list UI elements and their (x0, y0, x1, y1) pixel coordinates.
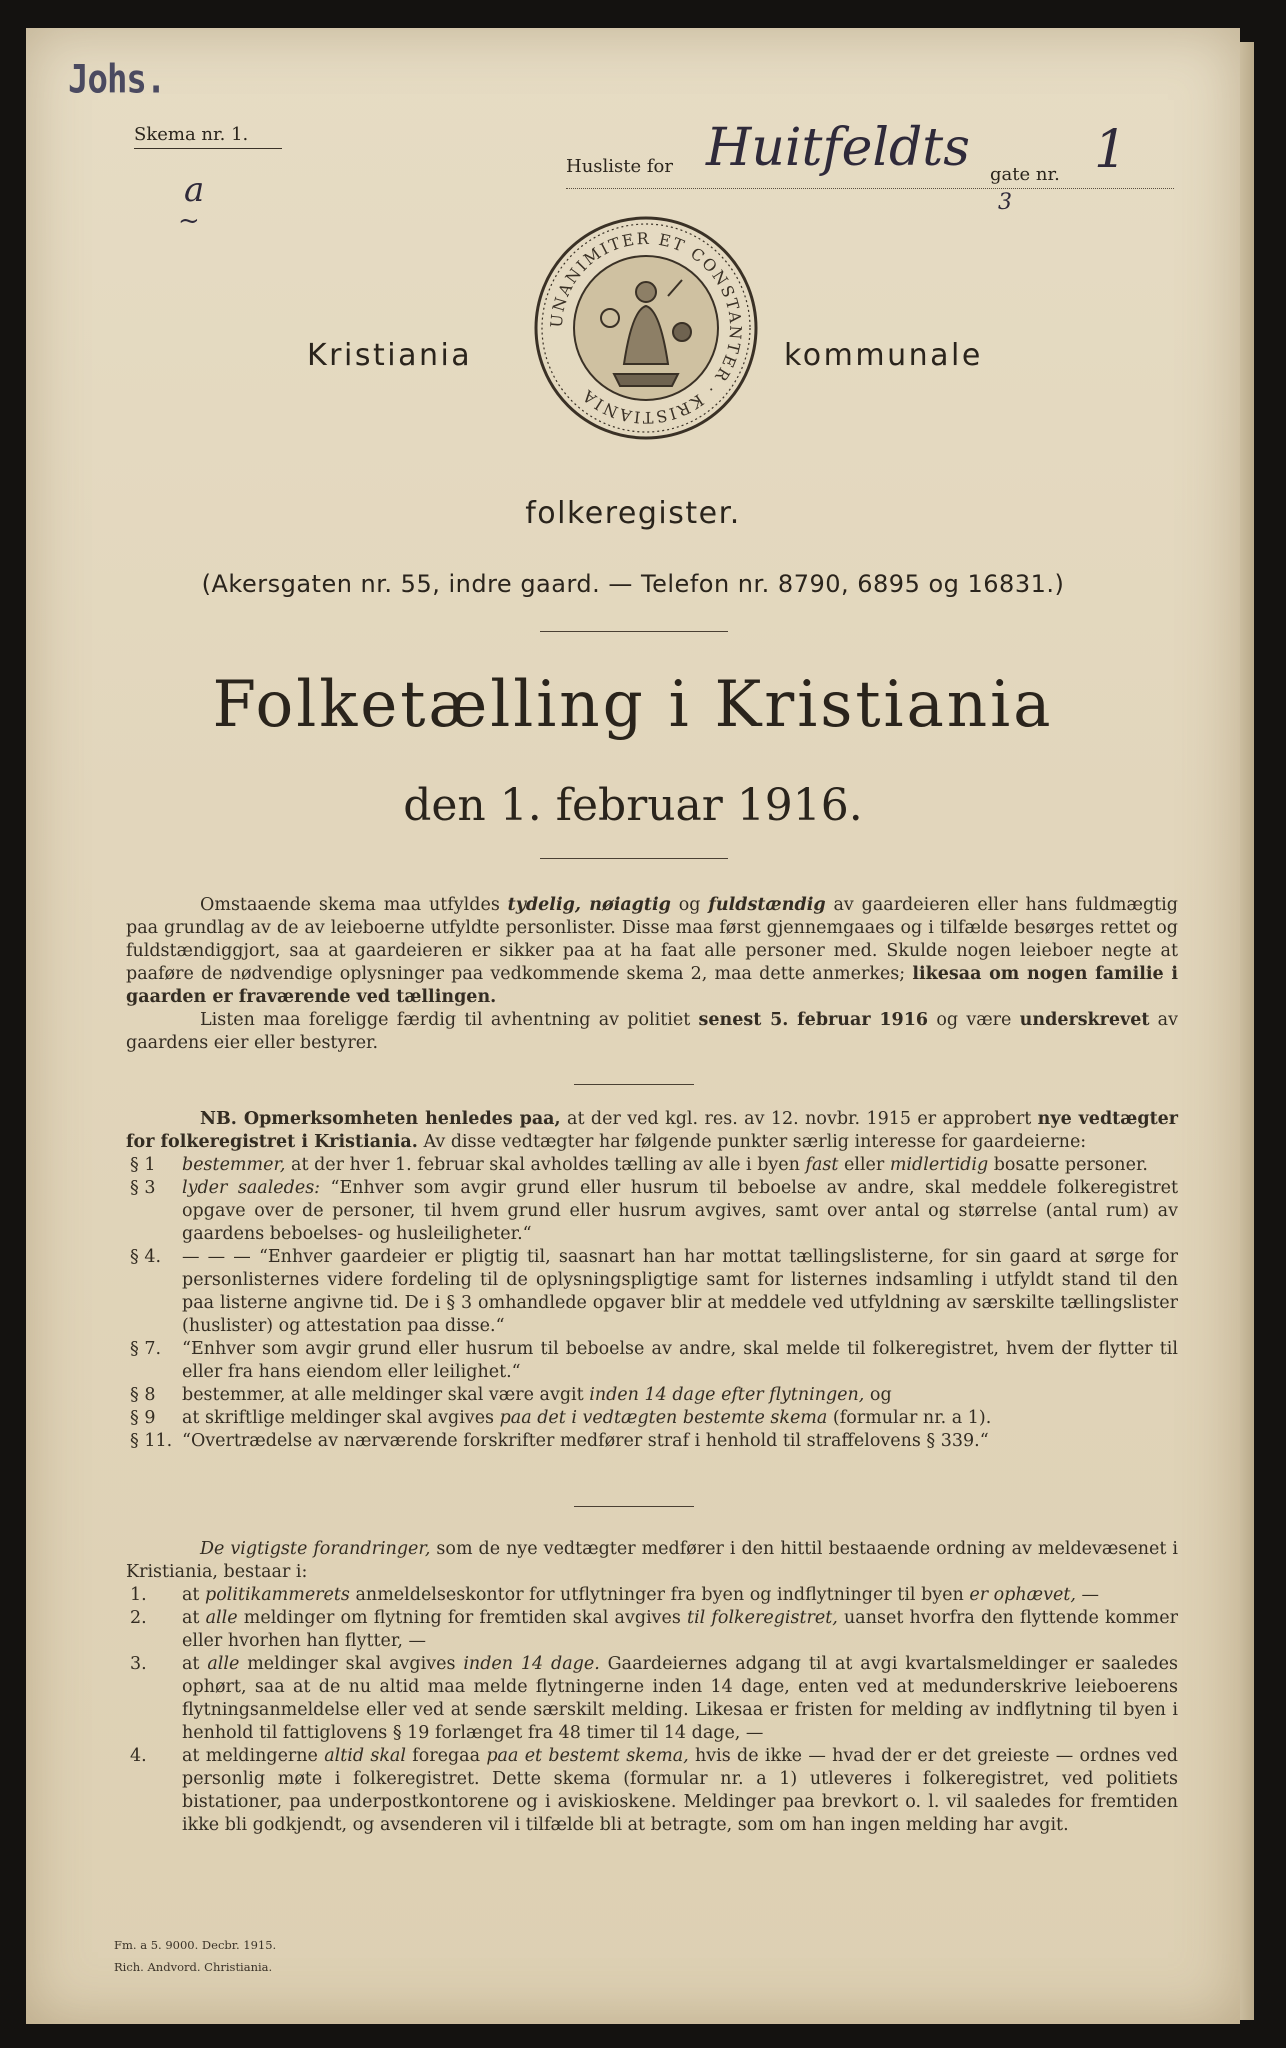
husliste-label: Husliste for (566, 156, 673, 177)
text-run: uanset hvorfra den flyttende kommer eller hvorhen han flytter, — (182, 1608, 1179, 1651)
husliste-field (566, 118, 1174, 215)
emphasis: politikammerets (205, 1585, 350, 1605)
text-run: meldinger skal avgives (239, 1654, 464, 1674)
gate-number: 1 (1094, 120, 1128, 180)
text-run: og være (928, 1010, 1020, 1030)
emphasis: tydelig, nøiagtig (507, 895, 671, 915)
emphasis: lyder saaledes: (182, 1178, 321, 1198)
item-symbol: § 4. (130, 1247, 162, 1267)
text-run: “Enhver gaardeier er pligtig til, saasnart han har mottat tællingslisterne, for sin gaard at sørge for personlisternes videre fordeling til de oplysningspligtige samt for listernes indsamling i utfyldt stand til den paa listerne angivne tid. De i § 3 omhandlede opgaver blir at meddele ved utfyldning av særskilte tællingslister (huslister) og attestation paa disse.“ (182, 1247, 1178, 1336)
nb-section (126, 1108, 1178, 1453)
document-subtitle: den 1. februar 1916. (403, 780, 863, 831)
imprint-line: Rich. Andvord. Christiania. (114, 1960, 273, 1974)
text-run: og (670, 895, 709, 915)
text-run: “Overtrædelse av nærværende forskrifter medfører straf i henhold til straffelovens § 339.“ (182, 1431, 989, 1451)
emphasis: senest 5. februar 1916 (698, 1010, 929, 1030)
emphasis: midlertidig (889, 1155, 989, 1175)
emphasis: inden 14 dage efter flytningen, (589, 1385, 865, 1405)
text-run: — (1075, 1585, 1100, 1605)
nb-item (126, 1407, 1178, 1430)
text-run: anmeldelseskontor for utflytninger fra byen og indflytninger til byen (349, 1585, 970, 1605)
nb-item (126, 1430, 1178, 1453)
emphasis: alle (207, 1654, 240, 1674)
emphasis: alle (205, 1608, 238, 1628)
emphasis: paa et bestemt skema, (486, 1746, 689, 1766)
item-symbol: § 1 (130, 1155, 156, 1175)
intro-p2 (126, 1009, 1178, 1055)
text-run: Omstaaende skema maa utfyldes (200, 895, 508, 915)
page-edge (1240, 42, 1254, 2020)
changes-item (126, 1745, 1178, 1837)
emphasis: til folkeregistret, (687, 1608, 838, 1628)
text-run: og (864, 1385, 892, 1405)
text-run: “Enhver som avgir grund eller husrum til beboelse av andre, skal meddele folkeregistret opgave over de personer, til hvem grund eller husrum avgives, samt over antal og størrelse (antal rum) av gaardens beboelses- og husleiligheter.“ (182, 1178, 1178, 1244)
item-symbol: § 9 (130, 1408, 156, 1428)
emphasis: fuldstændig (708, 895, 826, 915)
text-run: at (182, 1654, 208, 1674)
emphasis: NB. Opmerksomheten henledes paa, (200, 1109, 561, 1129)
item-symbol: § 8 (130, 1385, 156, 1405)
masthead-left: Kristiania (307, 338, 473, 373)
text-run: bestemmer, at alle meldinger skal være avgit (182, 1385, 590, 1405)
text-run: av gaardens eier eller bestyrer. (126, 1010, 1179, 1053)
text-run: — — — (182, 1247, 251, 1267)
emphasis: paa det i vedtægten bestemte skema (499, 1408, 828, 1428)
divider (540, 631, 728, 632)
imprint-line: Fm. a 5. 9000. Decbr. 1915. (114, 1938, 277, 1952)
changes-item (126, 1653, 1178, 1745)
intro-paragraph (126, 894, 1178, 1055)
document-title: Folketælling i Kristiania (212, 668, 1054, 742)
divider (574, 1506, 694, 1507)
changes-item (126, 1607, 1178, 1653)
item-symbol: 2. (130, 1608, 147, 1628)
nb-lead (126, 1108, 1178, 1154)
divider (574, 1084, 694, 1085)
emphasis: nye vedtægter for folkeregistret i Kristiania. (126, 1109, 1179, 1152)
text-run: av gaardeieren eller hans fuldmægtig paa grundlag av de av leieboerne utfyldte personlister. Disse maa først gjennemgaaes og i tilfælde besørges rettet og fuldstændiggjort, saa at gaardeieren er sikker paa at ha faat alle personer med. Skulde nogen leieboer negte at paaføre de nødvendige oplysninger paa vedkommende skema 2, maa dette anmerkes; (126, 895, 1178, 984)
skema-label: Skema nr. 1. (134, 124, 282, 149)
text-run: foregaa (405, 1746, 487, 1766)
changes-section (126, 1538, 1178, 1837)
changes-item (126, 1584, 1178, 1607)
nb-item (126, 1246, 1178, 1338)
text-run: at skriftlige meldinger skal avgives (182, 1408, 500, 1428)
text-run: “Enhver som avgir grund eller husrum til beboelse av andre, skal melde til folkeregistret, hvem der flytter til eller fra hans eiendom eller leilighet.“ (182, 1339, 1178, 1382)
text-run: bosatte personer. (988, 1155, 1148, 1175)
item-symbol: 1. (130, 1585, 147, 1605)
emphasis: De vigtigste forandringer, (200, 1539, 431, 1559)
item-symbol: 4. (130, 1746, 147, 1766)
printer-imprint (114, 1934, 276, 1978)
husliste-line (566, 188, 1174, 189)
text-run: at der ved kgl. res. av 12. novbr. 1915 er approbert (560, 1109, 1038, 1129)
nb-item (126, 1154, 1178, 1177)
nb-item (126, 1384, 1178, 1407)
text-run: hvis de ikke — hvad der er det greieste — ordnes ved personlig møte i folkeregistret. Dette skema (formular nr. a 1) utleveres i folkeregistret, ved politiets bistationer, paa underpostkontorene og i aviskioskene. Meldinger paa brevkort o. l. vil saaledes for fremtiden ikke bli godkjendt, og avsenderen vil i tilfælde bli at betragte, som om han ingen melding har avgit. (182, 1746, 1178, 1835)
item-symbol: 3. (130, 1654, 147, 1674)
document-page (26, 28, 1240, 2024)
item-symbol: § 11. (130, 1431, 173, 1451)
item-symbol: § 7. (130, 1339, 162, 1359)
gate-sub-number: 3 (998, 190, 1012, 215)
text-run: at (182, 1585, 206, 1605)
masthead-right: kommunale (784, 338, 983, 373)
nb-item (126, 1338, 1178, 1384)
registry-heading: folkeregister. (525, 496, 741, 531)
nb-item (126, 1177, 1178, 1246)
text-run: at meldingerne (182, 1746, 325, 1766)
skema-value: a (184, 170, 205, 210)
street-name: Huitfeldts (706, 118, 970, 178)
text-run: at (182, 1608, 206, 1628)
seal-text: UNANIMITER ET CONSTANTER · KRISTIANIA (546, 228, 746, 428)
skema-mark: ~ (178, 206, 200, 236)
text-run: (formular nr. a 1). (827, 1408, 992, 1428)
text-run: meldinger om flytning for fremtiden skal avgives (237, 1608, 688, 1628)
emphasis: bestemmer, (182, 1155, 286, 1175)
gate-label: gate nr. (990, 164, 1060, 185)
emphasis: er ophævet, (969, 1585, 1076, 1605)
item-symbol: § 3 (130, 1178, 156, 1198)
text-run: eller (838, 1155, 890, 1175)
city-seal-icon (532, 214, 760, 442)
changes-lead (126, 1538, 1178, 1584)
registry-address: (Akersgaten nr. 55, indre gaard. — Telefon nr. 8790, 6895 og 16831.) (201, 570, 1065, 598)
text-run: Gaardeiernes adgang til at avgi kvartalsmeldinger er saaledes ophørt, saa at de nu altid maa melde flytningerne inden 14 dage, enten ved at medunderskrive leieboerens flytningsanmeldelse eller ved at sende særskilt melding. Likesaa er fristen for melding av indflytning til byen i henhold til fattiglovens § 19 forlænget fra 48 timer til 14 dage, — (182, 1654, 1178, 1743)
emphasis: likesaa om nogen familie i gaarden er fraværende ved tællingen. (126, 964, 1178, 1007)
intro-p1 (126, 894, 1178, 1009)
emphasis: fast (805, 1155, 839, 1175)
name-stamp: Johs. (68, 57, 166, 103)
text-run: Av disse vedtægter har følgende punkter særlig interesse for gaardeierne: (417, 1132, 1087, 1152)
text-run: Listen maa foreligge færdig til avhentning av politiet (200, 1010, 699, 1030)
emphasis: inden 14 dage. (463, 1654, 600, 1674)
emphasis: altid skal (324, 1746, 406, 1766)
text-run: at der hver 1. februar skal avholdes tælling av alle i byen (285, 1155, 806, 1175)
emphasis: underskrevet (1019, 1010, 1150, 1030)
text-run: som de nye vedtægter medfører i den hittil bestaaende ordning av meldevæsenet i Kristiania, bestaar i: (126, 1539, 1178, 1582)
skema-field (134, 124, 282, 236)
divider (540, 858, 728, 859)
